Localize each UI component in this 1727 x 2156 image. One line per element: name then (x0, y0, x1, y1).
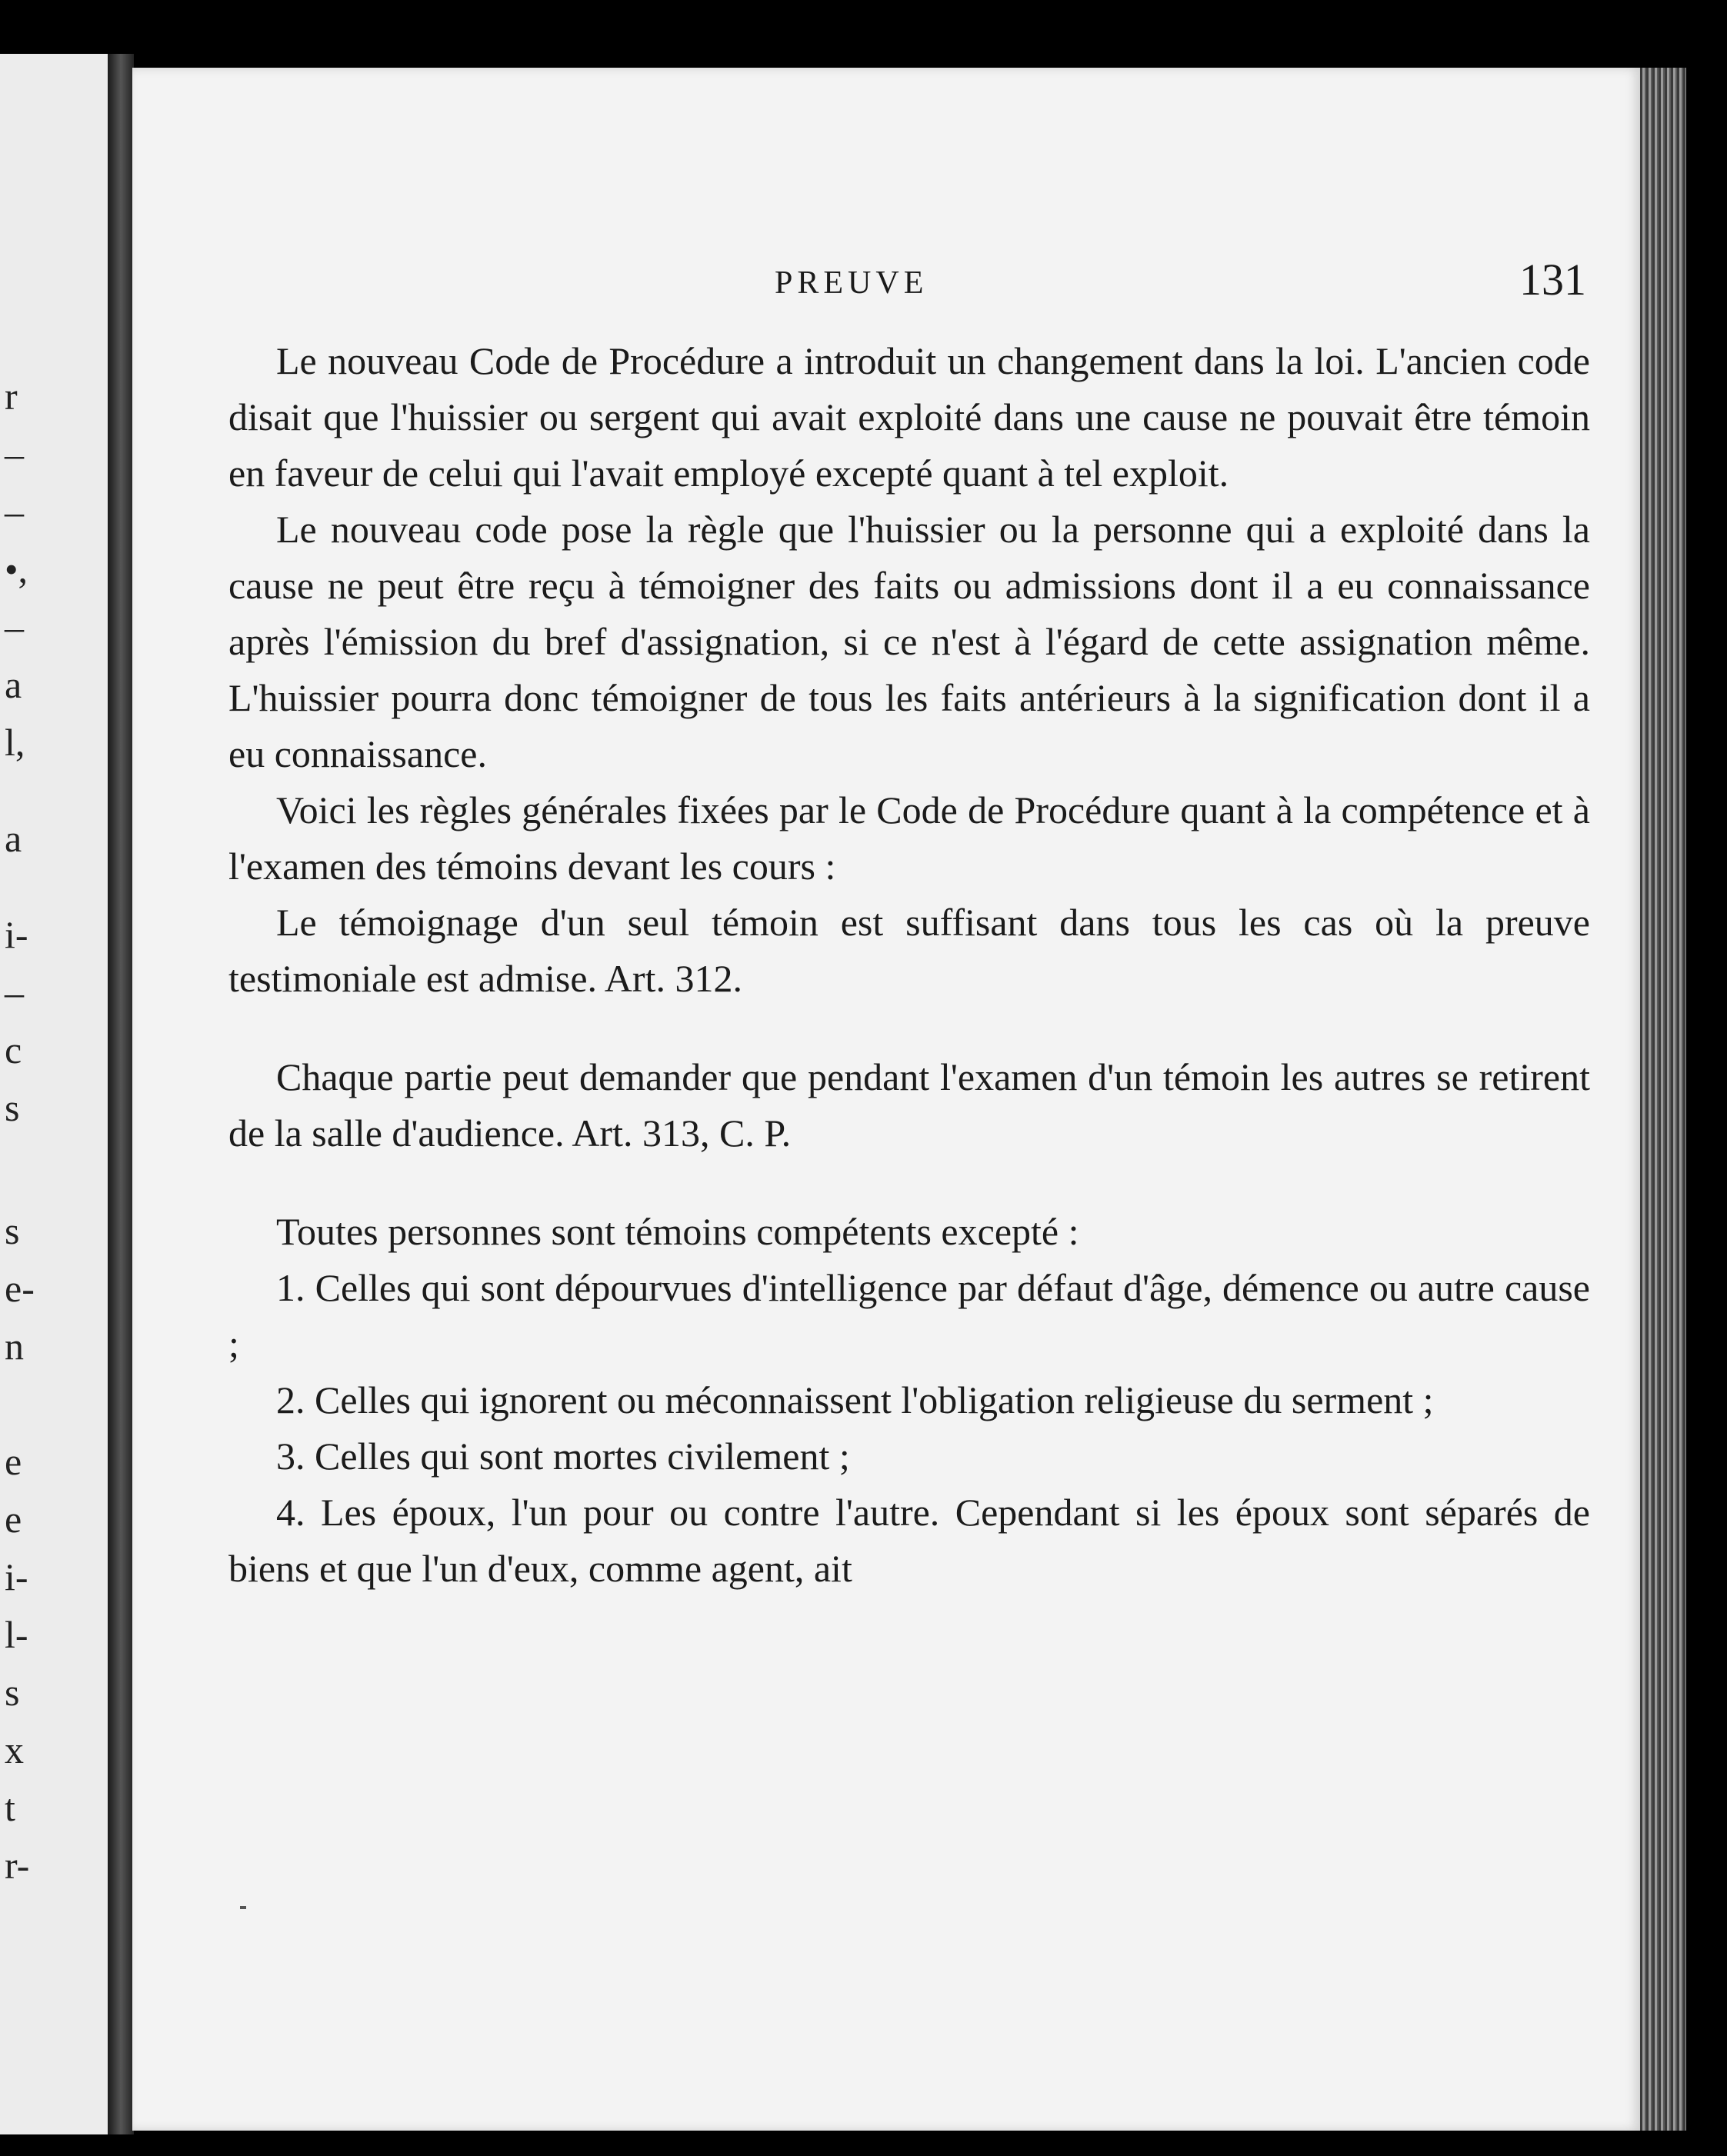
facing-page-text-fragments (0, 54, 92, 2134)
list-item: 4. Les époux, l'un pour ou contre l'autre. Cependant si les époux sont séparés de biens et que l'un d'eux, comme agent, ait (228, 1491, 1590, 1590)
page-header (132, 251, 1640, 320)
book-gutter (108, 54, 134, 2134)
fragment: r- (5, 1844, 30, 1887)
paragraph: Le nouveau code pose la règle que l'huissier ou la personne qui a exploité dans la cause ne peut être reçu à témoigner des faits ou admissions dont il a eu connaissance après l'émission du bref d'assignation, si ce n'est à l'égard de cette assignation même. L'huissier pourra donc témoigner de tous les faits antérieurs à la signification dont il a eu connaissance. (228, 508, 1590, 775)
fragment: – (5, 490, 24, 533)
paragraph: Le nouveau Code de Procédure a introduit un changement dans la loi. L'ancien code disait que l'huissier ou sergent qui avait exploité dans une cause ne pouvait être témoin en faveur de celui qui l'avait employé excepté quant à tel exploit. (228, 339, 1590, 495)
page-stack-edge (1640, 68, 1686, 2131)
paragraph: Voici les règles générales fixées par le Code de Procédure quant à la compétence et à l'examen des témoins devant les cours : (228, 788, 1590, 888)
fragment: – (5, 971, 24, 1014)
paragraph: Chaque partie peut demander que pendant l'examen d'un témoin les autres se retirent de la salle d'audience. Art. 313, C. P. (228, 1055, 1590, 1155)
facing-page-edge (0, 54, 115, 2134)
fragment: e (5, 1440, 22, 1483)
page-body (228, 333, 1590, 1597)
fragment: a (5, 663, 22, 706)
ink-speck (240, 1906, 246, 1909)
book-page (132, 68, 1640, 2131)
fragment: a (5, 817, 22, 860)
fragment: – (5, 432, 24, 475)
fragment: – (5, 605, 24, 648)
fragment: n (5, 1325, 24, 1368)
fragment: l, (5, 721, 25, 764)
page-number: 131 (1519, 255, 1586, 305)
fragment: s (5, 1671, 20, 1714)
fragment: •, (5, 548, 28, 591)
list-item: 2. Celles qui ignorent ou méconnaissent l'obligation religieuse du serment ; (276, 1378, 1434, 1421)
fragment: l- (5, 1613, 28, 1656)
paragraph: Toutes personnes sont témoins compétents excepté : (276, 1210, 1079, 1253)
running-head: PREUVE (775, 265, 929, 301)
paragraph: Le témoignage d'un seul témoin est suffisant dans tous les cas où la preuve testimoniale est admise. Art. 312. (228, 901, 1590, 1000)
fragment: x (5, 1728, 24, 1771)
fragment: r (5, 375, 18, 418)
fragment: c (5, 1028, 22, 1071)
fragment: t (5, 1786, 15, 1829)
fragment: i- (5, 913, 28, 956)
fragment: e (5, 1498, 22, 1541)
fragment: s (5, 1209, 20, 1252)
list-item: 3. Celles qui sont mortes civilement ; (276, 1435, 850, 1478)
list-item: 1. Celles qui sont dépourvues d'intelligence par défaut d'âge, démence ou autre cause ; (228, 1266, 1590, 1365)
fragment: i- (5, 1555, 28, 1598)
fragment: s (5, 1086, 20, 1129)
fragment: e- (5, 1267, 35, 1310)
